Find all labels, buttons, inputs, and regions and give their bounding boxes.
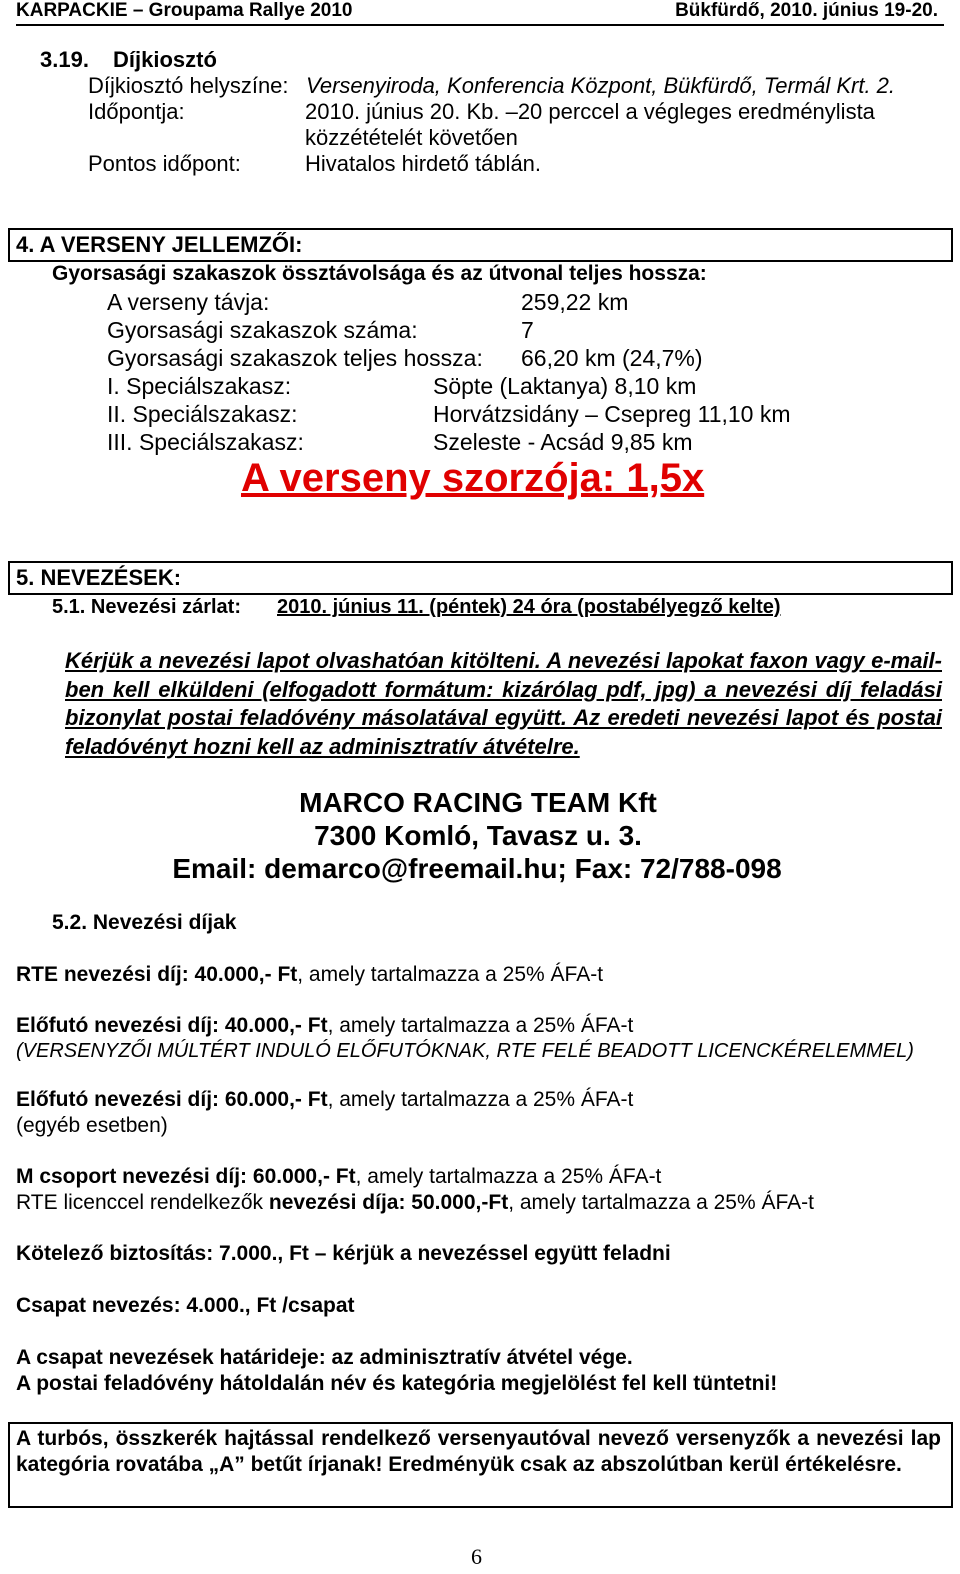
fee-forerunner-2-note: (egyéb esetben) <box>16 1114 168 1137</box>
time-value-line2: közzétételét követően <box>305 125 518 150</box>
stage-count-value: 7 <box>521 317 534 343</box>
venue-label: Díjkiosztó helyszíne: <box>88 73 289 98</box>
special-stage-3-value: Szeleste - Acsád 9,85 km <box>433 429 693 455</box>
entry-deadline-label: 5.1. Nevezési zárlat: <box>52 596 241 618</box>
section-4-subheading: Gyorsasági szakaszok össztávolsága és az útvonal teljes hossza: <box>52 262 707 285</box>
team-entry-deadline: A csapat nevezések határideje: az adminisztratív átvétel vége. <box>16 1346 633 1369</box>
header-right: Bükfürdő, 2010. június 19-20. <box>675 0 938 21</box>
section-title-dijkioszto: Díjkiosztó <box>113 47 217 72</box>
fees-heading: 5.2. Nevezési díjak <box>52 911 237 934</box>
fee-rte-licence-prefix: RTE licenccel rendelkezők <box>16 1191 269 1214</box>
fee-m-group-amount: M csoport nevezési díj: 60.000,- Ft <box>16 1165 356 1188</box>
fee-rte <box>16 963 603 987</box>
exact-time-value: Hivatalos hirdető táblán. <box>305 151 542 176</box>
section-number-3-19: 3.19. <box>40 47 89 72</box>
time-value-line1: 2010. június 20. Kb. –20 perccel a végleges eredménylista <box>305 99 875 124</box>
fee-rte-amount: RTE nevezési díj: 40.000,- Ft <box>16 963 298 986</box>
fee-rte-licence-vat: , amely tartalmazza a 25% ÁFA-t <box>508 1191 814 1214</box>
entry-instructions: Kérjük a nevezési lapot olvashatóan kitölteni. A nevezési lapokat faxon vagy e-mail-ben kell elküldeni (elfogadott formátum: kizárólag pdf, jpg) a nevezési díj feladási bizonylat postai feladóvény másolatával együtt. Az eredeti nevezési lapot és postai feladóvényt hozni kell az adminisztratív átvételre. <box>65 648 942 759</box>
organizer-name: MARCO RACING TEAM Kft <box>299 787 657 818</box>
time-label: Időpontja: <box>88 99 185 124</box>
header-left: KARPACKIE – Groupama Rallye 2010 <box>16 0 353 21</box>
fee-forerunner-1 <box>16 1014 633 1038</box>
fee-forerunner-1-vat: , amely tartalmazza a 25% ÁFA-t <box>327 1014 634 1037</box>
postal-receipt-note: A postai feladóvény hátoldalán név és kategória megjelölést fel kell tüntetni! <box>16 1372 778 1395</box>
stage-count-label: Gyorsasági szakaszok száma: <box>107 317 418 343</box>
organizer-contact: Email: demarco@freemail.hu; Fax: 72/788-098 <box>172 853 782 884</box>
organizer-address: 7300 Komló, Tavasz u. 3. <box>314 820 642 851</box>
fee-forerunner-1-amount: Előfutó nevezési díj: 40.000,- Ft <box>16 1014 328 1037</box>
fee-forerunner-2-amount: Előfutó nevezési díj: 60.000,- Ft <box>16 1088 328 1111</box>
fee-forerunner-2-vat: , amely tartalmazza a 25% ÁFA-t <box>327 1088 634 1111</box>
page-number: 6 <box>471 1544 482 1569</box>
exact-time-label: Pontos időpont: <box>88 151 241 176</box>
fee-rte-vat: , amely tartalmazza a 25% ÁFA-t <box>297 963 604 986</box>
special-stage-2-value: Horvátzsidány – Csepreg 11,10 km <box>433 401 791 427</box>
special-stage-1-label: I. Speciálszakasz: <box>107 373 292 399</box>
fee-m-group <box>16 1165 661 1189</box>
fee-m-group-vat: , amely tartalmazza a 25% ÁFA-t <box>355 1165 662 1188</box>
header-rule <box>16 24 944 26</box>
entry-deadline-value: 2010. június 11. (péntek) 24 óra (postabélyegző kelte) <box>277 596 781 618</box>
race-distance-value: 259,22 km <box>521 289 629 315</box>
section-4-heading: 4. A VERSENY JELLEMZŐI: <box>16 232 303 257</box>
team-entry-fee: Csapat nevezés: 4.000., Ft /csapat <box>16 1294 355 1317</box>
fee-forerunner-1-note: (VERSENYZŐI MÚLTÉRT INDULÓ ELŐFUTÓKNAK, RTE FELÉ BEADOTT LICENCKÉRELEMMEL) <box>16 1040 914 1062</box>
turbo-notice-text: A turbós, összkerék hajtással rendelkező versenyautóval nevező versenyzők a nevezési lap kategória rovatába „A” betűt írjanak! Eredményük csak az abszolútban kerül értékelésre. <box>16 1427 941 1476</box>
special-stage-3-label: III. Speciálszakasz: <box>107 429 304 455</box>
stage-length-value: 66,20 km (24,7%) <box>521 345 703 371</box>
fee-rte-licence-amount: nevezési díja: 50.000,-Ft <box>268 1191 509 1214</box>
special-stage-1-value: Söpte (Laktanya) 8,10 km <box>433 373 697 399</box>
fee-forerunner-2 <box>16 1088 633 1112</box>
stage-length-label: Gyorsasági szakaszok teljes hossza: <box>107 345 483 371</box>
race-multiplier: A verseny szorzója: 1,5x <box>241 456 705 500</box>
mandatory-insurance: Kötelező biztosítás: 7.000., Ft – kérjük a nevezéssel együtt feladni <box>16 1242 671 1265</box>
fee-rte-licence <box>16 1191 814 1215</box>
venue-value: Versenyiroda, Konferencia Központ, Bükfürdő, Termál Krt. 2. <box>306 73 896 98</box>
race-distance-label: A verseny távja: <box>107 289 270 315</box>
section-5-heading: 5. NEVEZÉSEK: <box>16 565 182 590</box>
special-stage-2-label: II. Speciálszakasz: <box>107 401 298 427</box>
